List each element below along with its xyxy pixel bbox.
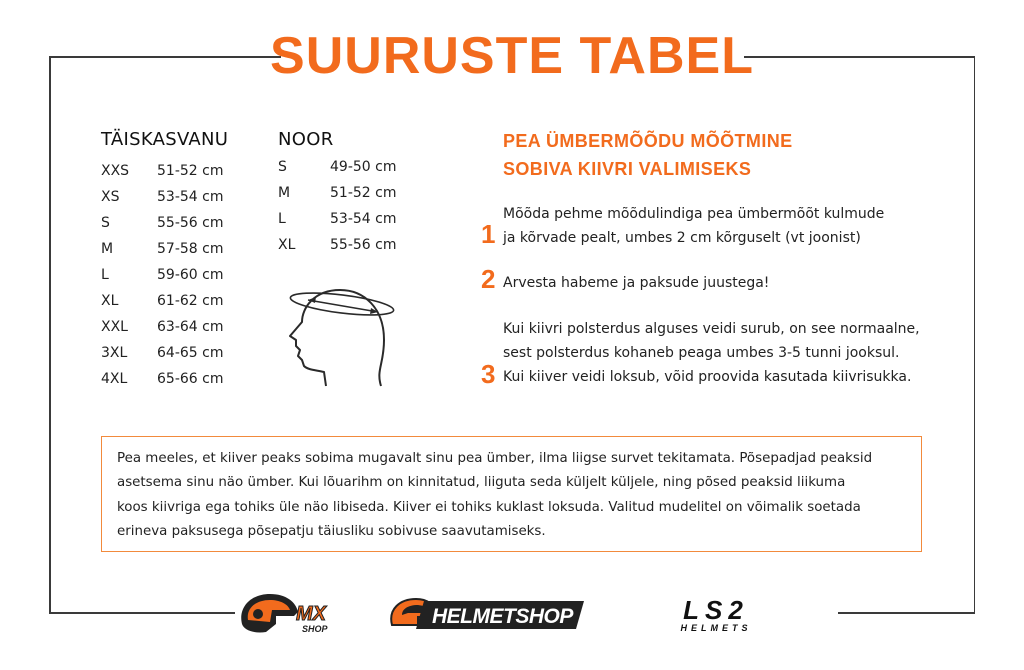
- adult-size-row: [101, 366, 223, 392]
- step-1-line2: ja kõrvade pealt, umbes 2 cm kõrguselt (vt joonist): [503, 230, 861, 246]
- frame-right: [974, 56, 976, 613]
- youth-size-range: 49-50 cm: [330, 159, 397, 175]
- frame-bottom-right: [838, 612, 975, 614]
- youth-size-label: M: [278, 185, 291, 201]
- page-title: SUURUSTE TABEL: [270, 27, 754, 85]
- measure-title-line1: PEA ÜMBERMÕÕDU MÕÕTMINE: [503, 131, 793, 151]
- adult-size-label: XXL: [101, 319, 128, 335]
- adult-size-label: 3XL: [101, 345, 128, 361]
- adult-size-row: [101, 288, 223, 314]
- adult-size-row: [101, 314, 223, 340]
- step-3-line1: Kui kiivri polsterdus alguses veidi surub, on see normaalne,: [503, 321, 920, 337]
- mx-shop-logo: [236, 590, 334, 638]
- step-1-text: [503, 202, 884, 250]
- youth-size-row: [278, 206, 396, 232]
- adult-size-label: 4XL: [101, 371, 128, 387]
- adult-size-list: [101, 158, 223, 392]
- adult-size-row: [101, 184, 223, 210]
- adult-size-label: L: [101, 267, 109, 283]
- youth-size-row: [278, 180, 396, 206]
- ls2-logo-text: LS2: [683, 597, 749, 625]
- ls2-logo-subtext: HELMETS: [680, 623, 752, 633]
- adult-size-range: 59-60 cm: [157, 267, 224, 283]
- youth-size-row: [278, 154, 396, 180]
- step-1-number: 1: [481, 219, 496, 249]
- step-3-line3: Kui kiiver veidi loksub, võid proovida kasutada kiivrisukka.: [503, 369, 912, 385]
- adult-size-range: 63-64 cm: [157, 319, 224, 335]
- adult-size-label: M: [101, 241, 114, 257]
- youth-size-label: XL: [278, 237, 296, 253]
- adult-size-range: 55-56 cm: [157, 215, 224, 231]
- youth-size-range: 51-52 cm: [330, 185, 397, 201]
- frame-bottom-left: [49, 612, 235, 614]
- note-line4: erineva paksusega põsepatju täiusliku sobivuse saavutamiseks.: [117, 523, 546, 539]
- ls2-helmets-logo: [646, 597, 786, 633]
- adult-size-range: 51-52 cm: [157, 163, 224, 179]
- step-3-number: 3: [481, 359, 496, 389]
- helmetshop-logo-text: HELMETSHOP: [432, 605, 573, 628]
- adult-size-range: 65-66 cm: [157, 371, 224, 387]
- frame-left: [49, 56, 51, 613]
- measure-title-line2: SOBIVA KIIVRI VALIMISEKS: [503, 159, 752, 179]
- youth-size-list: [278, 154, 396, 258]
- adult-size-label: S: [101, 215, 110, 231]
- adult-size-range: 53-54 cm: [157, 189, 224, 205]
- fit-note-box: [101, 436, 922, 552]
- adult-size-label: XXS: [101, 163, 130, 179]
- youth-size-range: 55-56 cm: [330, 237, 397, 253]
- youth-size-row: [278, 232, 396, 258]
- adult-heading: TÄISKASVANU: [101, 129, 229, 150]
- step-3-text: [503, 317, 920, 389]
- adult-size-row: [101, 262, 223, 288]
- adult-size-label: XL: [101, 293, 119, 309]
- mx-logo-text: MX: [296, 603, 326, 625]
- note-line1: Pea meeles, et kiiver peaks sobima mugavalt sinu pea ümber, ilma liigse survet tekitamata. Põsepadjad peaksid: [117, 451, 873, 466]
- step-2-number: 2: [481, 264, 496, 294]
- step-2-line1: Arvesta habeme ja paksude juustega!: [503, 275, 770, 291]
- adult-size-label: XS: [101, 189, 120, 205]
- adult-size-range: 57-58 cm: [157, 241, 224, 257]
- adult-size-range: 61-62 cm: [157, 293, 224, 309]
- youth-size-label: S: [278, 159, 287, 175]
- youth-size-range: 53-54 cm: [330, 211, 397, 227]
- adult-size-range: 64-65 cm: [157, 345, 224, 361]
- step-1-line1: Mõõda pehme mõõdulindiga pea ümbermõõt kulmude: [503, 206, 885, 222]
- helmetshop-logo: [388, 595, 588, 633]
- step-2-text: [503, 271, 769, 295]
- note-line3: koos kiivriga ega tohiks üle näo libiseda. Kiiver ei tohiks kuklast loksuda. Valitud mudelitel on võimalik soetada: [117, 499, 861, 515]
- step-3-line2: sest polsterdus kohaneb peaga umbes 3-5 tunni jooksul.: [503, 345, 900, 361]
- youth-heading: NOOR: [278, 129, 334, 150]
- adult-size-row: [101, 158, 223, 184]
- adult-size-row: [101, 340, 223, 366]
- head-measure-icon: [284, 278, 400, 390]
- youth-size-label: L: [278, 211, 286, 227]
- note-line2: asetsema sinu näo ümber. Kui lõuarihm on kinnitatud, liiguta seda küljelt küljele, ning põsed peaksid liikuma: [117, 475, 846, 491]
- adult-size-row: [101, 210, 223, 236]
- mx-logo-subtext: SHOP: [302, 624, 328, 634]
- adult-size-row: [101, 236, 223, 262]
- measure-title: [503, 127, 793, 183]
